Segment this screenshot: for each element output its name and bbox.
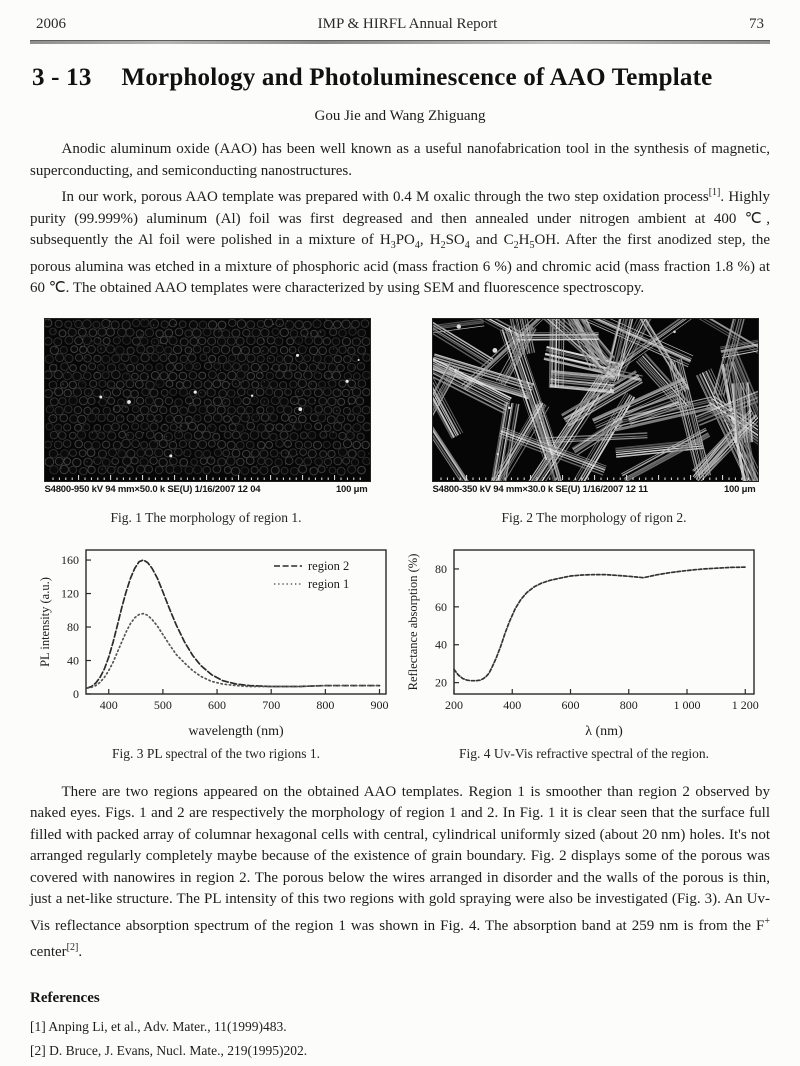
svg-text:60: 60 xyxy=(435,599,447,614)
sem-micrograph-region1 xyxy=(44,318,371,482)
svg-text:λ (nm): λ (nm) xyxy=(585,723,623,739)
references-list xyxy=(30,1017,770,1061)
svg-text:region 2: region 2 xyxy=(308,558,350,573)
figure-3-caption: Fig. 3 PL spectral of the two rigions 1. xyxy=(112,745,320,761)
svg-text:200: 200 xyxy=(445,697,463,712)
header-rule xyxy=(30,40,770,44)
page-header xyxy=(30,0,770,40)
sem-scale-label: 100 μm xyxy=(723,483,756,495)
figure-1-caption: Fig. 1 The morphology of region 1. xyxy=(110,509,302,525)
section-number: 3 - 13 xyxy=(32,64,92,91)
paragraph-discussion: There are two regions appeared on the obtained AAO templates. Region 1 is smoother than region 2 observed by naked eyes. Figs. 1 and 2 are respectively the morphology of region 1 and 2. In Fig. 1 it is clear seen that the surface full filled with packed array of columnar hexagonal cells with central, cylindrical uniformly sized (about 20 nm) holes. It's not arranged regularly completely maybe because of the existence of grain boundary. Fig. 2 displays some of the porous was covered with nanowires in region 2. The porous below the wires arranged in disorder and the walls of the porous is thin, just a net-like structure. The PL intensity of this two regions with gold spraying were also be investigated (Fig. 3). An Uv-Vis reflectance absorption spectrum of the region 1 was shown in Fig. 4. The absorption band at 259 nm is from the F+ center[2]. xyxy=(30,783,770,960)
sem-figures-row xyxy=(30,318,770,526)
svg-text:160: 160 xyxy=(61,552,79,567)
sem-info-bar-2 xyxy=(432,482,757,495)
svg-text:400: 400 xyxy=(503,697,522,712)
article-title-text: Morphology and Photoluminescence of AAO Template xyxy=(121,64,713,91)
svg-text:1 200: 1 200 xyxy=(731,697,759,712)
svg-text:Reflectance absorption (%): Reflectance absorption (%) xyxy=(406,553,420,690)
charts-row xyxy=(30,540,770,762)
svg-text:80: 80 xyxy=(435,561,447,576)
sem-scale-label: 100 μm xyxy=(335,483,368,495)
paragraph-intro: Anodic aluminum oxide (AAO) has been well known as a useful nanofabrication tool in the synthesis of magnetic, superconducting, and semiconducting nanostructures. xyxy=(30,141,770,179)
svg-text:800: 800 xyxy=(619,697,638,712)
svg-text:600: 600 xyxy=(561,697,580,712)
header-year: 2006 xyxy=(36,16,66,32)
reference-item-1: [1] Anping Li, et al., Adv. Mater., 11(1999)483. xyxy=(30,1018,287,1034)
article-title xyxy=(32,64,768,92)
figure-2-block xyxy=(424,318,764,526)
figure-2-image-wrap xyxy=(432,318,757,495)
svg-text:600: 600 xyxy=(208,697,227,712)
svg-text:20: 20 xyxy=(435,675,447,690)
svg-text:700: 700 xyxy=(262,697,281,712)
paragraph-method: In our work, porous AAO template was prepared with 0.4 M oxalic through the two step oxidation process[1]. Highly purity (99.999%) aluminum (Al) foil was first degreased and then annealed under nitrogen ambient at 400 ℃, subsequently the Al foil were polished in a mixture of $H_3PO_4$, $H_2SO_4$ and $C_2H_5OH$. After the first anodized step, the porous alumina was etched in a mixture of phosphoric acid (mass fraction 6 %) and chromic acid (mass fraction 1.8 %) at 60 ℃. The obtained AAO templates were characterized by using SEM and fluorescence spectroscopy. xyxy=(30,187,771,296)
figure-1-image-wrap xyxy=(44,318,369,495)
header-journal-title: IMP & HIRFL Annual Report xyxy=(317,16,498,32)
svg-text:40: 40 xyxy=(67,653,79,668)
svg-text:PL intensity (a.u.): PL intensity (a.u.) xyxy=(38,576,52,667)
sem-micrograph-region2 xyxy=(432,318,759,482)
figure-2-caption: Fig. 2 The morphology of rigon 2. xyxy=(501,509,687,525)
svg-text:500: 500 xyxy=(153,697,172,712)
authors-line: Gou Jie and Wang Zhiguang xyxy=(314,108,486,124)
svg-text:40: 40 xyxy=(435,637,447,652)
sem-info-bar-1 xyxy=(44,482,369,495)
header-page-number: 73 xyxy=(748,16,764,32)
sem-metadata-text: S4800-950 kV 94 mm×50.0 k SE(U) 1/16/2007 12 04 xyxy=(44,483,261,495)
uvvis-spectrum-chart xyxy=(404,540,764,740)
sem-metadata-text: S4800-350 kV 94 mm×30.0 k SE(U) 1/16/2007 12 11 xyxy=(432,483,648,495)
figure-4-caption: Fig. 4 Uv-Vis refractive spectral of the region. xyxy=(459,745,709,761)
svg-text:120: 120 xyxy=(61,586,79,601)
figure-3-block xyxy=(32,540,400,762)
svg-text:0: 0 xyxy=(73,686,79,701)
svg-text:80: 80 xyxy=(67,619,79,634)
figure-4-block xyxy=(400,540,768,762)
references-heading: References xyxy=(30,989,100,1006)
reference-item-2: [2] D. Bruce, J. Evans, Nucl. Mate., 219(1995)202. xyxy=(30,1042,308,1058)
svg-text:region 1: region 1 xyxy=(308,576,350,591)
svg-text:900: 900 xyxy=(370,697,389,712)
svg-text:800: 800 xyxy=(316,697,335,712)
svg-text:1 000: 1 000 xyxy=(673,697,701,712)
pl-spectrum-chart xyxy=(36,540,396,740)
svg-text:400: 400 xyxy=(99,697,118,712)
figure-1-block xyxy=(36,318,376,526)
svg-text:wavelength (nm): wavelength (nm) xyxy=(188,723,284,739)
